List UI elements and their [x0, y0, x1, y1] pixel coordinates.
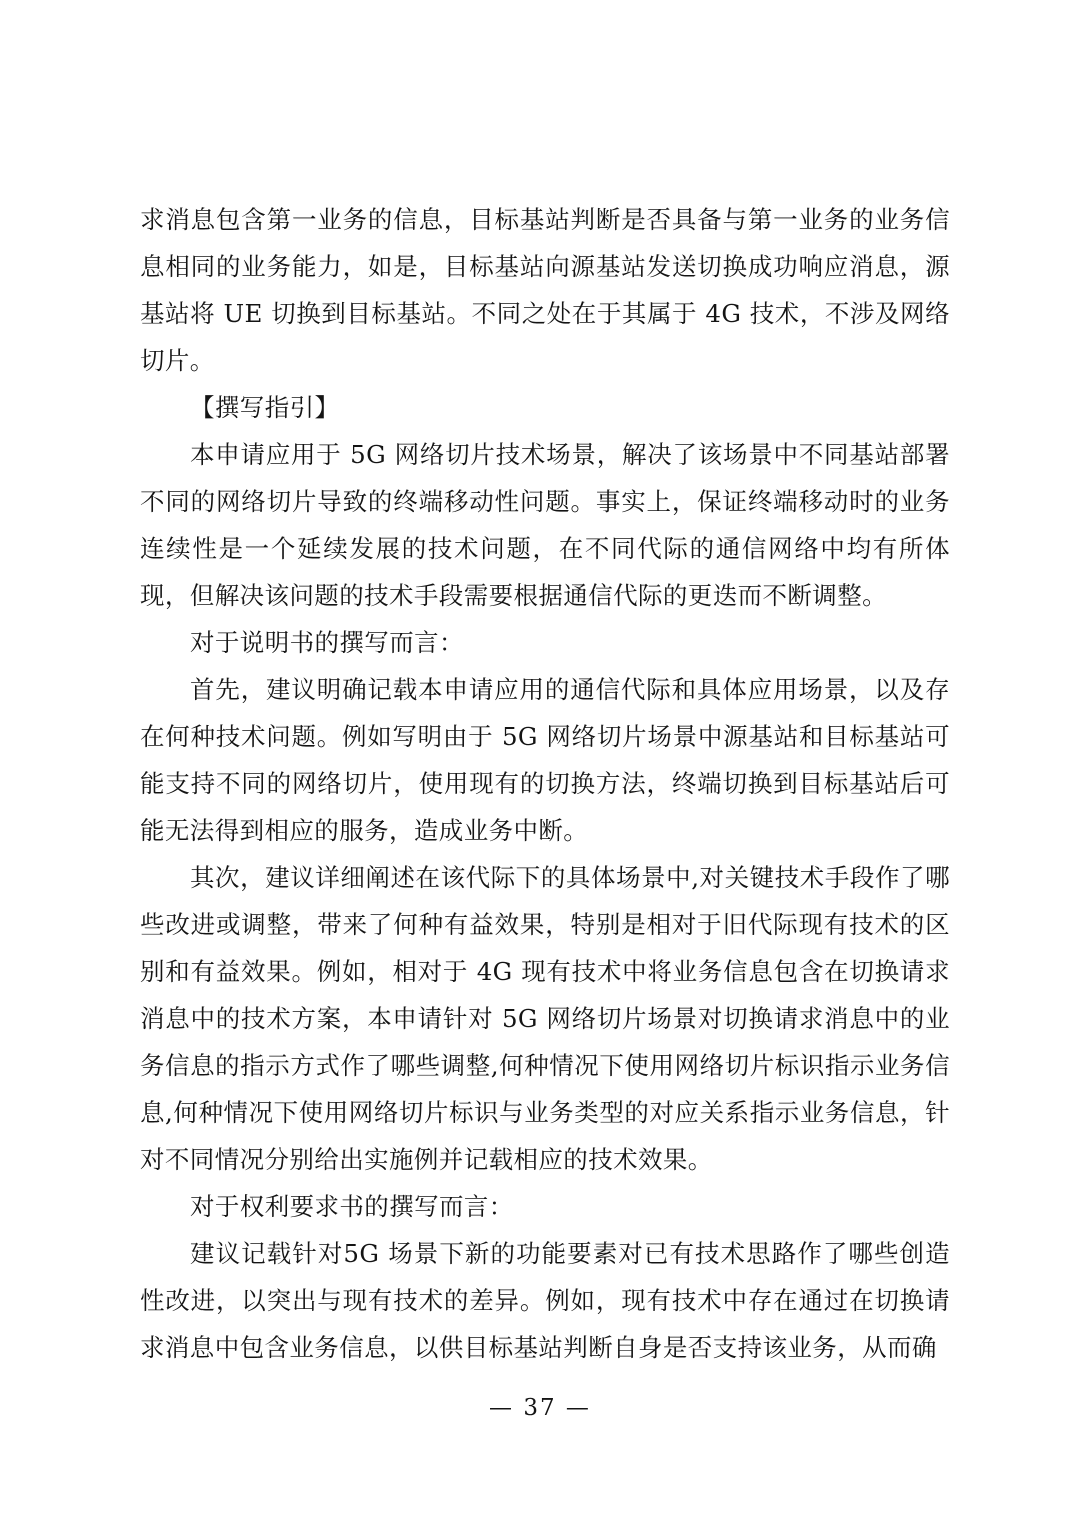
paragraph-continuation: 求消息包含第一业务的信息，目标基站判断是否具备与第一业务的业务信息相同的业务能力，如是，目标基站向源基站发送切换成功响应消息，源基站将 UE 切换到目标基站。不同之处在于其属于 4G 技术，不涉及网络切片。 — [140, 205, 950, 375]
paragraph-first-recommendation: 首先，建议明确记载本申请应用的通信代际和具体应用场景，以及存在何种技术问题。例如写明由于 5G 网络切片场景中源基站和目标基站可能支持不同的网络切片，使用现有的切换方法，终端切换到目标基站后可能无法得到相应的服务，造成业务中断。 — [140, 675, 950, 845]
section-heading-writing-guidelines: 【撰写指引】 — [190, 393, 340, 422]
paragraph-claims-intro: 对于权利要求书的撰写而言： — [190, 1192, 514, 1221]
paragraph-second-recommendation: 其次，建议详细阐述在该代际下的具体场景中,对关键技术手段作了哪些改进或调整，带来了何种有益效果，特别是相对于旧代际现有技术的区别和有益效果。例如，相对于 4G 现有技术中将业务信息包含在切换请求消息中的技术方案，本申请针对 5G 网络切片场景对切换请求消息中的业务信息的指示方式作了哪些调整,何种情况下使用网络切片标识指示业务信息,何种情况下使用网络切片标识与业务类型的对应关系指示业务信息，针对不同情况分别给出实施例并记载相应的技术效果。 — [140, 863, 950, 1174]
paragraph-claims-recommendation: 建议记载针对5G 场景下新的功能要素对已有技术思路作了哪些创造性改进，以突出与现有技术的差异。例如，现有技术中存在通过在切换请求消息中包含业务信息，以供目标基站判断自身是否支持该业务，从而确 — [140, 1239, 950, 1362]
paragraph-specification-intro: 对于说明书的撰写而言： — [190, 628, 464, 657]
page-number: — 37 — — [489, 1395, 591, 1421]
paragraph-application-scenario: 本申请应用于 5G 网络切片技术场景，解决了该场景中不同基站部署不同的网络切片导致的终端移动性问题。事实上，保证终端移动时的业务连续性是一个延续发展的技术问题，在不同代际的通信网络中均有所体现，但解决该问题的技术手段需要根据通信代际的更迭而不断调整。 — [140, 440, 950, 610]
